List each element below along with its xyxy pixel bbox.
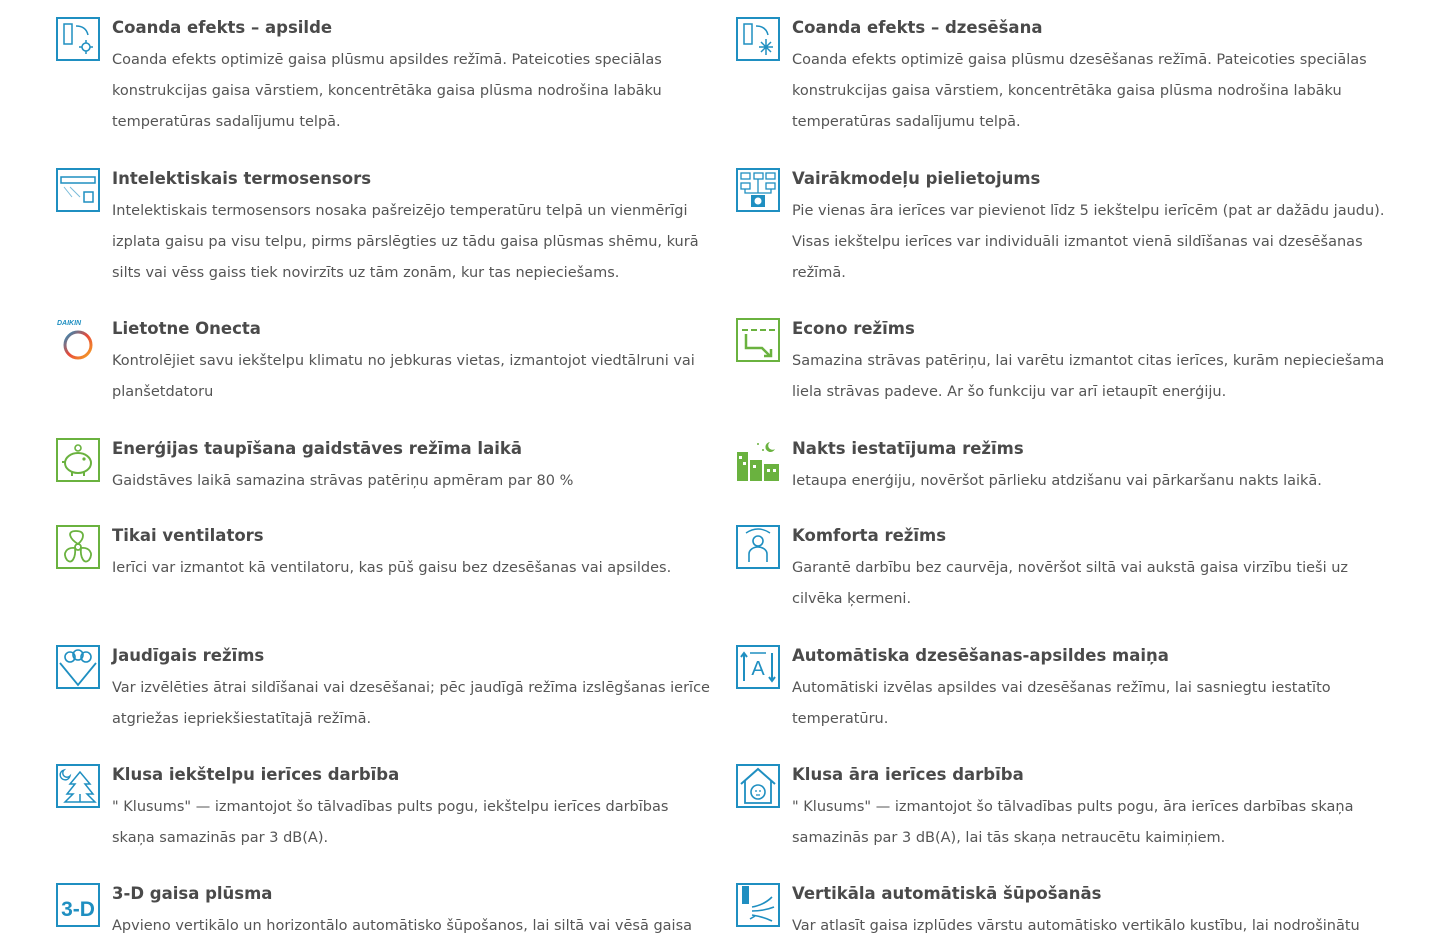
powerful-icon bbox=[56, 645, 100, 689]
3d-airflow-icon bbox=[56, 883, 100, 927]
coanda-heating-icon bbox=[56, 17, 100, 61]
feature-description: Pie vienas āra ierīces var pievienot līdz 5 iekštelpu ierīcēm (pat ar dažādu jaudu). Visas iekštelpu ierīces var individuāli izmantot vienā sildīšanas vai dzesēšanas režīmā. bbox=[792, 203, 1385, 281]
feature-description: Ietaupa enerģiju, novēršot pārlieku atdzišanu vai pārkaršanu nakts laikā. bbox=[792, 473, 1322, 489]
fan-icon bbox=[56, 525, 100, 569]
feature-title: Nakts iestatījuma režīms bbox=[792, 439, 1024, 458]
feature-description: " Klusums" — izmantojot šo tālvadības pults pogu, iekštelpu ierīces darbības skaņa samazinās par 3 dB(A). bbox=[112, 799, 669, 846]
econo-icon bbox=[736, 318, 780, 362]
coanda-cooling-icon bbox=[736, 17, 780, 61]
feature-description: Intelektiskais termosensors nosaka pašreizējo temperatūru telpā un vienmērīgi izplata gaisu pa visu telpu, pirms pārslēgties uz tādu gaisa plūsmas shēmu, kurā silts vai vēss gaiss tiek novirzīts uz tām zonām, kur tas nepieciešams. bbox=[112, 203, 699, 281]
feature-description: " Klusums" — izmantojot šo tālvadības pults pogu, āra ierīces darbības skaņa samazinās par 3 dB(A), lai tās skaņa netraucētu kaimiņiem. bbox=[792, 799, 1354, 846]
feature-description: Coanda efekts optimizē gaisa plūsmu apsildes režīmā. Pateicoties speciālas konstrukcijas gaisa vārstiem, koncentrētāka gaisa plūsma nodrošina labāku temperatūras sadalījumu telpā. bbox=[112, 52, 662, 130]
feature-title: Coanda efekts – apsilde bbox=[112, 18, 333, 37]
feature-title: Komforta režīms bbox=[792, 526, 947, 545]
feature-description: Ierīci var izmantot kā ventilatoru, kas pūš gaisu bez dzesēšanas vai apsildes. bbox=[112, 560, 672, 576]
svg-text:DAIKIN: DAIKIN bbox=[57, 320, 82, 327]
feature-description: Coanda efekts optimizē gaisa plūsmu dzesēšanas režīmā. Pateicoties speciālas konstrukcijas gaisa vārstiem, koncentrētāka gaisa plūsma nodrošina labāku temperatūras sadalījumu telpā. bbox=[792, 52, 1367, 130]
feature-title: Tikai ventilators bbox=[112, 526, 264, 545]
feature-description: Var atlasīt gaisa izplūdes vārstu automātisko vertikālo kustību, lai nodrošinātu bbox=[792, 918, 1360, 934]
feature-description: Var izvēlēties ātrai sildīšanai vai dzesēšanai; pēc jaudīgā režīma izslēgšanas ierīce atgriežas iepriekšiestatītajā režīmā. bbox=[112, 680, 710, 727]
feature-description: Samazina strāvas patēriņu, lai varētu izmantot citas ierīces, kurām nepieciešama liela strāvas padeve. Ar šo funkciju var arī ietaupīt enerģiju. bbox=[792, 353, 1385, 400]
feature-title: Intelektiskais termosensors bbox=[112, 169, 372, 188]
piggy-bank-icon bbox=[56, 438, 100, 482]
svg-text:3-D: 3-D bbox=[61, 898, 95, 921]
feature-title: Jaudīgais režīms bbox=[112, 646, 265, 665]
feature-title: Vairākmodeļu pielietojums bbox=[792, 169, 1041, 188]
feature-description: Kontrolējiet savu iekštelpu klimatu no jebkuras vietas, izmantojot viedtālruni vai planšetdatoru bbox=[112, 353, 695, 400]
comfort-person-icon bbox=[736, 525, 780, 569]
feature-description: Gaidstāves laikā samazina strāvas patēriņu apmēram par 80 % bbox=[112, 473, 574, 489]
feature-title: 3-D gaisa plūsma bbox=[112, 884, 273, 903]
svg-text:A: A bbox=[751, 658, 765, 680]
thermosensor-icon bbox=[56, 168, 100, 212]
feature-title: Enerģijas taupīšana gaidstāves režīma laikā bbox=[112, 439, 522, 458]
vertical-swing-icon bbox=[736, 883, 780, 927]
feature-title: Automātiska dzesēšanas-apsildes maiņa bbox=[792, 646, 1169, 665]
auto-changeover-icon bbox=[736, 645, 780, 689]
daikin-onecta-icon bbox=[56, 318, 100, 362]
feature-description: Automātiski izvēlas apsildes vai dzesēšanas režīmu, lai sasniegtu iestatīto temperatūru. bbox=[792, 680, 1331, 727]
feature-title: Klusa iekštelpu ierīces darbība bbox=[112, 765, 400, 784]
feature-title: Econo režīms bbox=[792, 319, 915, 338]
quiet-indoor-icon bbox=[56, 764, 100, 808]
feature-title: Lietotne Onecta bbox=[112, 319, 261, 338]
feature-title: Coanda efekts – dzesēšana bbox=[792, 18, 1043, 37]
feature-description: Garantē darbību bez caurvēja, novēršot siltā vai aukstā gaisa virzību tieši uz cilvēka ķermeni. bbox=[792, 560, 1349, 607]
quiet-outdoor-icon bbox=[736, 764, 780, 808]
feature-description: Apvieno vertikālo un horizontālo automātisko šūpošanos, lai siltā vai vēsā gaisa bbox=[112, 918, 693, 934]
night-city-icon bbox=[736, 438, 780, 482]
feature-title: Vertikāla automātiskā šūpošanās bbox=[792, 884, 1102, 903]
multi-model-icon bbox=[736, 168, 780, 212]
feature-title: Klusa āra ierīces darbība bbox=[792, 765, 1024, 784]
